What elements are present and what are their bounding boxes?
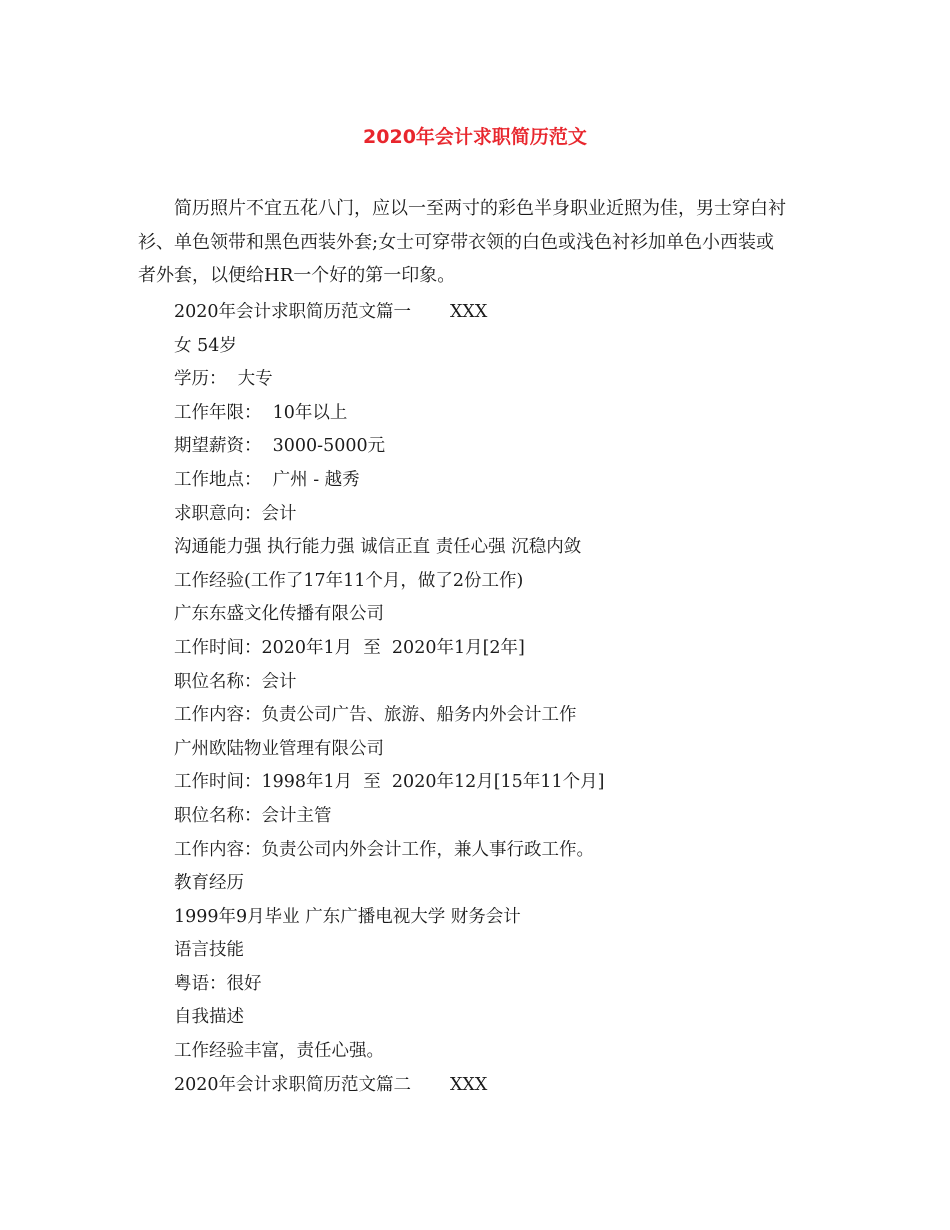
- work-years: 工作年限： 10年以上: [174, 402, 348, 423]
- education-entry: 1999年9月毕业 广东广播电视大学 财务会计: [174, 906, 521, 927]
- section-heading-resume-one: 2020年会计求职简历范文篇一 XXX: [174, 302, 488, 322]
- company-name: 广州欧陆物业管理有限公司: [174, 738, 384, 759]
- job-intention: 求职意向：会计: [174, 503, 297, 524]
- expected-salary: 期望薪资： 3000-5000元: [174, 436, 386, 457]
- position-title: 职位名称：会计: [174, 671, 297, 692]
- education-heading: 教育经历: [174, 873, 244, 894]
- position-title: 职位名称：会计主管: [174, 805, 332, 826]
- intro-line: 者外套，以便给HR一个好的第一印象。: [138, 265, 456, 286]
- work-period: 工作时间：1998年1月 至 2020年12月[15年11个月]: [174, 772, 605, 793]
- work-location: 工作地点： 广州 - 越秀: [174, 469, 360, 490]
- language-skills-heading: 语言技能: [174, 940, 244, 961]
- work-content: 工作内容：负责公司内外会计工作，兼人事行政工作。: [174, 839, 594, 860]
- intro-paragraph: [138, 192, 818, 293]
- personal-traits: 沟通能力强 执行能力强 诚信正直 责任心强 沉稳内敛: [174, 537, 582, 558]
- language-skill-entry: 粤语：很好: [174, 973, 262, 994]
- document-title: 2020年会计求职简历范文: [363, 126, 587, 148]
- company-name: 广东东盛文化传播有限公司: [174, 604, 384, 625]
- self-description-heading: 自我描述: [174, 1007, 244, 1028]
- resume-body: [174, 296, 814, 1102]
- work-period: 工作时间：2020年1月 至 2020年1月[2年]: [174, 637, 525, 658]
- gender-age: 女 54岁: [174, 335, 237, 356]
- education-level: 学历： 大专: [174, 369, 273, 390]
- work-content: 工作内容：负责公司广告、旅游、船务内外会计工作: [174, 705, 577, 726]
- intro-line: 简历照片不宜五花八门，应以一至两寸的彩色半身职业近照为佳，男士穿白衬: [174, 198, 786, 219]
- self-description-text: 工作经验丰富，责任心强。: [174, 1041, 384, 1062]
- intro-line: 衫、单色领带和黑色西装外套;女士可穿带衣领的白色或浅色衬衫加单色小西装或: [138, 231, 775, 253]
- section-heading-resume-two: 2020年会计求职简历范文篇二 XXX: [174, 1074, 488, 1095]
- work-experience-heading: 工作经验(工作了17年11个月，做了2份工作): [174, 570, 524, 591]
